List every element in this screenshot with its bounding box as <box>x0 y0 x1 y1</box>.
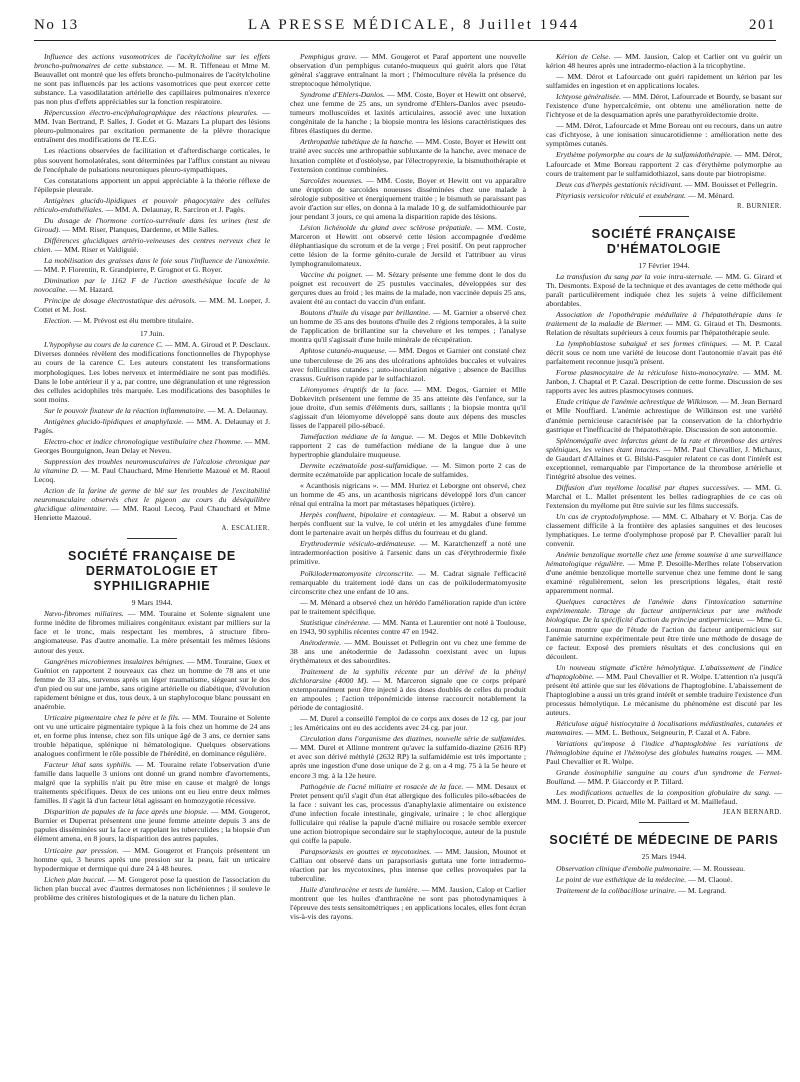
abstract: Poïkilodermatomyosite circonscrite. — M. Cadrat signale l'efficacité remarquable du traitement iodé dans un cas de poïkilodermatomyosite circonscrite chez une enfant de 10 ans. <box>290 568 526 596</box>
abstract: Huile d'anthracène et tests de lumière. — MM. Jausion, Calop et Carlier montrent que les huiles d'anthracène ne sont pas photodynamiques à l'épreuve des tests sensitométriques ; en applications locales, elles font écran vis-à-vis des rayons. <box>290 885 526 922</box>
abstract: Lichen plan buccal. — M. Gougerot pose la question de l'association du lichen plan buccal avec d'autres dermatoses non lichéniennes ; il souleve le problème des critères histologiques et de la nature du lichen plan. <box>34 874 270 902</box>
abstract: Traitement de la syphilis récente par un dérivé de la phényl dichlorarsine (4000 M). — M. Marceron signale que ce corps préparé extemporanément peut être injecté à des doses doublés de celles du produit en ampoules ; l'action tréponémicide intense raccourcit notablement la période de contagiosité. <box>290 667 526 713</box>
abstract: Un cas de cryptodolymphose. — MM. C. Albahary et V. Borja. Cas de classement difficile à la frontière des aplasies sanguines et des leucoses lymphatiques. Le terme d'oolymphose proposé par P. Chevallier paraît lui convenir. <box>546 511 782 549</box>
abstract: Parapsoriasis en gouttes et mycotoxines. — MM. Jausion, Mounot et Calliau ont observé dans un parapsoriasis guttata une forte intradermo-réaction par les mycotoxines, plus intense que celles provoquées par la tuberculine. <box>290 846 526 884</box>
abstract: Association de l'opothérapie médullaire à l'hépatothérapie dans le traitement de la maladie de Biermer. — MM. G. Giraud et Th. Desmonts. Relation de résultats supérieurs à ceux fournis par l'hépatothérapie seule. <box>546 309 782 338</box>
paragraph: Les réactions observées de facilitation et d'afterdischarge corticales, le plus souvent homolatérales, sont déterminées par l'afflux constant au niveau de l'encéphale de pulsations neuroniques pleuro-sympathiques. <box>34 146 270 174</box>
abstract: Le point de vue esthétique de la médecine. — M. Claoué. <box>556 874 733 884</box>
page-header <box>34 12 776 38</box>
abstract: Différences glucidiques artério-veineuses des centres nerveux chez le chien. — MM. Riser et Valdiguié. <box>34 235 270 254</box>
abstract: La mobilisation des graisses dans le foie sous l'influence de l'anoxémie. — MM. P. Florentin, R. Grandpierre, P. Grognot et G. Royer. <box>34 255 270 275</box>
abstract: La lymphoblastose subaiguë et ses formes cliniques. — M. P. Cazal décrit sous ce nom une variété de leucose dont l'autonomie n'avait pas été parfaitement reconnue jusqu'à présent. <box>546 339 782 367</box>
column-2 <box>290 52 526 1074</box>
abstract: La transfusion du sang par la voie intra-sternale. — MM. G. Girard et Th. Desmonts. Exposé de la technique et des avantages de cette méthode qui paraît particulièrement indiquée chez les sujets à veine difficilement abordables. <box>546 271 782 308</box>
abstract: Forme plasmocytaire de la réticulose histo-monocytaire. — MM. M. Janbon, J. Chaptal et P. Cazal. Description de cette forme. Discussion de ses rapports avec les autres plasmocytoses connues. <box>546 368 782 396</box>
abstract: Disparition de papules de la face après une biopsie. — MM. Gougerot, Burnier et Duperrat présentent une jeune femme atteinte depuis 3 ans de papules disséminées sur la face et rappelant les tuberculides ; la biopsie d'un élément amena, en 8 jours, la disparition des autres papules. <box>34 807 270 844</box>
abstract: Election. — M. Prévost est élu membre titulaire. <box>44 316 194 326</box>
abstract: Suppression des troubles neuromusculaires de l'alcalose chronique par la vitamine D. — M. Paul Chauchard, Mme Henriette Mazoué et M. Raoul Lecoq. <box>34 456 270 485</box>
abstract: Kérion de Celse. — MM. Jausion, Calop et Carlier ont vu guérir un kérion 48 heures après une intradermo-réaction à la tricophytine. <box>546 52 782 71</box>
abstract: Pemphigus grave. — MM. Gougerot et Paraf apportent une nouvelle observation d'un pemphigus cutanéo-muqueux qui guérit alors que l'état général s'aggrave entraînant la mort ; l'hémoculture révéla la présence du streptocoque hémolytique. <box>290 52 526 89</box>
abstract: Lésion lichénoïde du gland avec sclérose prépatiale. — MM. Coste, Marceron et Hewitt ont observé cette lésion accompagnée d'œdème éléphantiasique du scrotum et de la verge ; Frei positif. On peut rapprocher cette lésion de la forme génito-curale de Jersild et l'attribuer au virus lymphogranulomateux. <box>290 222 526 269</box>
abstract: Sarcoïdes noueuses. — MM. Coste, Boyer et Hewitt ont vu apparaître une éruption de sarcoïdes noueuses disséminées chez une malade à sérologie subpositive et énergiquement traitée ; le bismuth se paraissant pas avoir d'action sur elles, on donna à la malade 10 g. de sulfamidothiourée par jour pendant 3 jours, ce qui amena la disparition rapide des lésions. <box>290 175 526 221</box>
abstract: — MM. Dérot et Lafourcade ont guéri rapidement un kérion par les sulfamides en ingestion et en applications locales. <box>546 72 782 91</box>
signature: A. ESCALIER. <box>221 525 270 533</box>
abstract: Du dosage de l'hormone cortico-surrénale dans les urines (test de Giroud). — MM. Riser, Planques, Dardenne, et Mlle Salles. <box>34 215 270 234</box>
abstract: Erythème polymorphe au cours de la sulfamidothérapie. — MM. Dérot, Lafourcade et Mme Boreau rapportent 2 cas d'érythème polymorphe au cours de traitement par le sulfamidothiazol, sans doute par biotropisme. <box>546 150 782 178</box>
abstract: Deux cas d'herpès gestationis récidivant. — MM. Bouisset et Pellegrin. <box>556 179 778 189</box>
abstract: — M. Ménard a observé chez un hérédo l'amélioration rapide d'un ictère par le traitement spécifique. <box>290 597 526 616</box>
abstract: Etude critique de l'anémie achrestique de Wilkinson. — M. Jean Bernard et Mlle Nouffiard. L'anémie achrestique de Wilkinson est une variété d'anémie pernicieuse caractérisée par la conservation de la chlorhydrie gastrique et l'inefficacité de l'hépatothérapie. Discussion de son autonomie. <box>546 397 782 434</box>
abstract: Antigènes glucido-lipidiques et pouvoir phagocytaire des cellules réticulo-endothéliales. — MM. A. Delaunay, R. Sarciron et J. Pagès. <box>34 195 270 214</box>
abstract: Electro-choc et indice chronologique vestibulaire chez l'homme. — MM. Georges Bourguignon, Jean Delay et Neveu. <box>34 436 270 455</box>
abstract: Syndrome d'Ehlers-Danlos. — MM. Coste, Boyer et Hewitt ont observé, chez une femme de 25 ans, un syndrome d'Ehlers-Danlos avec pseudo-tumeurs molluscoïdes et laxités articulaires, associé avec une luxation congénitale de la hanche ; la biopsie montra les lésions caractéristiques des fibres élastiques du derme. <box>290 90 526 136</box>
column-3 <box>546 52 782 1074</box>
session-date: 25 Mars 1944. <box>641 852 687 862</box>
abstract: Principe de dosage électrostatique des aérosols. — MM. M. Loeper, J. Cottet et M. Jost. <box>34 296 270 315</box>
abstract: Urticaire pigmentaire chez le père et le fils. — MM. Touraine et Solente ont vu une urticaire pigmentaire typique à la fois chez un homme de 24 ans et, en forme plus intense, chez son fils unique âgé de 3 ans, ce dernier sans trouble hépatique, splénique ni hématologique. Quelques observations analogues confirment le rôle possible de l'hérédité, en dominance régulière. <box>34 712 270 759</box>
abstract: Pityriasis versicolor réticulé et exubérant. — M. Ménard. <box>556 190 735 200</box>
abstract: Ichtyose généralisée. — MM. Dérot, Lafourcade et Bourdy, se basant sur l'existence d'une hypercalcémie, ont obtenu une amélioration nette de l'ichtyose et de la desquamation après une parathyroïdectomie droite. <box>546 92 782 120</box>
abstract: Sur le pouvoir fixateur de la réaction inflammatoire. — M. A. Delaunay. <box>44 405 268 415</box>
abstract: Dermite eczématoïde post-sulfamidique. — M. Simon porte 2 cas de dermite eczématoïde par application locale de sulfamides. <box>290 461 526 480</box>
abstract: — M. Durel a conseillé l'emploi de ce corps aux doses de 12 cg. par jour ; les Américains ont eu des accidents avec 24 cg. par jour. <box>290 714 526 733</box>
abstract: Urticaire par pression. — MM. Gougerot et François présentent un homme qui, 3 heures après une pression sur la peau, fait un urticaire hypodermique et dermique qui dure 24 à 48 heures. <box>34 845 270 873</box>
abstract: Les modifications actuelles de la composition globulaire du sang. — MM. J. Bourret, D. Picard, Mlle M. Paillard et M. Maillefaud. <box>546 788 782 807</box>
abstract: Aphtose cutanéo-muqueuse. — MM. Degos et Garnier ont constaté chez une tuberculeuse de 26 ans des ulcérations aphtoïdes buccales et vulvaires avec folliculites cutanées ; auto-inoculation négative ; absence de Bacillus crassus. Guérison rapide par le sulfachiazol. <box>290 346 526 383</box>
abstract: Léiomyomes éruptifs de la face. — MM. Degos, Garnier et Mlle Dobkevitch présentent une femme de 35 ans atteinte dès l'enfance, sur la joue droite, d'un semis d'éléments durs, saillants ; la biopsie montra qu'il s'agissait d'un léiomyome développé sans doute aux dépens des muscles lisses de l'appareil pilo-sébacé. <box>290 384 526 430</box>
abstract: Nævo-fibromes miliaires. — MM. Touraine et Solente signalent une forme inédite de fibromes miliaires congénitaux existant par milliers sur la face et le tronc, mais respectant les membres, à structure fibro-angiomateuse. Pas d'autre anomalie. La mère présentait les mêmes lésions autour des yeux. <box>34 609 270 655</box>
abstract: Tuméfaction médiane de la langue. — M. Degos et Mlle Dobkevitch rapportent 2 cas de tuméfaction médiane de la langue due à une hypertrophie glandulaire muqueuse. <box>290 431 526 459</box>
column-1 <box>34 52 270 1074</box>
abstract: Influence des actions vasomotrices de l'acétylcholine sur les effets broncho-pulmonaires de cette substance. — M. R. Tiffeneau et Mme M. Beauvallet ont montré que les effets broncho-pulmonaires de l'acétylcholine ne sont pas influencés par les actions vasomotrices que peut exercer cette substance. La vasodilatation artérielle des capillaires pulmonaires n'exerce pas non plus d'effets appréciables sur la fonction respiratoire. <box>34 52 270 107</box>
abstract: Pathogénie de l'acné miliaire et rosacée de la face. — MM. Desaux et Pretet pensent qu'il s'agit d'un état allergique des follicules pilo-sébacées de la face : suivant les cas, processus d'anaphylaxie alimentaire ou existence d'une infection focale intestinale, gingivale, urinaire ; le choc allergique folliculaire qui réalise la papule d'acné miliaire ou rosacée semble exercer une action biotropique secondaire sur le staphylocoque, auteur de la pustule qui coiffe la papule. <box>290 781 526 845</box>
section-heading: SOCIÉTÉ FRANÇAISE DE DERMATOLOGIE ET SYPHILIGRAPHIE <box>67 549 237 594</box>
abstract: Arthropathie tabétique de la hanche. — MM. Coste, Boyer et Hewitt ont traité avec succès une arthropathie subluxante de la hanche, avec menace de luxation complète et d'ostéolyse, par l'électropyrexie, la bismuthothérapie et l'extension continue combinées. <box>290 137 526 174</box>
abstract: Antigènes glucido-lipidiques et anaphylaxie. — MM. A. Delaunay et J. Pagès. <box>34 416 270 435</box>
signature: R. BURNIER. <box>737 202 782 210</box>
abstract: Gangrènes microbiennes insulaires bénignes. — MM. Touraine, Guex et Guéniot en rapportent 2 nouveaux cas chez un homme de 78 ans et une femme de 33 ans, survenus après un léger traumatisme, siégeant sur le dos d'un pied ou sur une jambe, sans origine artérielle ou diabétique, d'évolution rapidement bénigne et dus, tous deux, à un staphylocoque blanc poussant en anaérobie. <box>34 656 270 711</box>
abstract: « Acanthosis nigricans ». — MM. Huriez et Leborgne ont observé, chez un homme de 45 ans, un acanthosis nigricans développé lors d'un cancer rénal qui entraîna la mort par métastases hépatiques (ictère). <box>290 481 526 509</box>
abstract: Herpès confluent, bipolaire et contagieux. — M. Rabut a observé un herpès confluent sur la vulve, le col utérin et les amygdales d'une femme dont le partenaire avait un herpès diffus du fourreau et du gland. <box>290 510 526 538</box>
separator <box>639 216 689 217</box>
abstract: Diffusion d'un myélome localisé par étapes successives. — MM. G. Marchal et L. Mallet présentent les belles radiographies de ce cas où l'extension du myélome put être suivie sur les films successifs. <box>546 482 782 510</box>
abstract: Un nouveau stigmate d'ictère hémolytique. L'abaissement de l'indice d'haptoglobine. — MM. Paul Chevallier et R. Wolpe. L'attention n'a jusqu'à présent été attirée que sur les élévations de l'haptoglobine. L'abaissement de l'haptoglobine a aussi un très grand intérêt et semble traduire l'existence d'un processus hémolytique. Le mécanisme du phénomène est discuté par les auteurs. <box>546 662 782 717</box>
abstract: Boutons d'huile du visage par brillantine. — M. Garnier a observé chez un homme de 35 ans des boutons d'huile des 2 régions temporales, à la suite de l'application de brillantine sur la chevelure et les tempes ; l'analyse montra qu'il s'agissait d'une huile minérale de récupération. <box>290 308 526 345</box>
publication-title: LA PRESSE MÉDICALE, 8 Juillet 1944 <box>247 16 580 33</box>
session-date: 17 Février 1944. <box>638 260 690 270</box>
abstract: Traitement de la colibacillose urinaire. — M. Legrand. <box>556 885 727 895</box>
page-number-left: No 13 <box>34 16 79 33</box>
abstract: Circulation dans l'organisme des diazines, nouvelle série de sulfamides. — MM. Durel et Allinne montrent qu'avec la sulfamido-diazine (2616 RP) et avec son dérivé méthylé (2632 RP) la sulfamidémie est très importante ; après une ingestion d'une dose unique de 2 g. on a 4 mg. 75 à la 5e heure et encore 3 mg. à la 12e heure. <box>290 734 526 780</box>
abstract: Anémie benzolique mortelle chez une femme soumise à une surveillance hématologique régulière. — Mme P. Desoille-Merlhes relate l'observation d'une anémie benzolique mortelle survenue chez une femme dont le sang examiné régulièrement, selon les prescriptions légales, était resté apparemment normal. <box>546 550 782 596</box>
abstract: — MM. Dérot, Lafourcade et Mme Boreau ont eu recours, dans un autre cas d'ichtyose, à une ionisation sinucarotidienne : amélioration nette des symptômes cutanés. <box>546 121 782 149</box>
abstract: Splénomégalie avec infarctus géant de la rate et thrombose des artères spléniques, les veines étant intactes. — MM. Paul Chevallier, J. Michaux, de Gaudart d'Allaines et G. Bilski-Pasquier relatent ce cas dont l'intérêt est exceptionnel, remarquable par l'importance de la thrombose artérielle et l'intégrité absolue des veines. <box>546 435 782 481</box>
separator <box>127 538 177 539</box>
abstract: Vaccine du poignet. — M. Sézary présente une femme dont le dos du poignet est recouvert de 25 pustules vaccinales, développées sur des gerçures dues au froid ; les mains de la malade, non vaccinée depuis 25 ans, avaient été au contact du vaccin d'un enfant. <box>290 270 526 307</box>
abstract: Facteur létal sans syphilis. — M. Touraine relate l'observation d'une famille dans laquelle 3 unions ont donné un grand nombre d'avortements, malgré que la syphilis n'ait pu être mise en cause et malgré de longs traitements spécifiques. Deux de ces unions ont eu lieu entre deux mêmes familles. Il s'agit là d'un facteur létal agissant en homozygotie récessive. <box>34 760 270 806</box>
section-heading: SOCIÉTÉ DE MÉDECINE DE PARIS <box>549 833 779 848</box>
abstract: Diminution par le 1162 F de l'action anesthésique locale de la novocaïne. — M. Hazard. <box>34 276 270 295</box>
abstract: Statistique cinéréenne. — MM. Nanta et Laurentier ont noté à Toulouse, en 1943, 90 syphilis récentes contre 47 en 1942. <box>290 617 526 636</box>
abstract: Répercussion électro-encéphalographique des réactions pleurales. — MM. Ivan Bertrand, P. Salles, J. Godet et G. Mazars La plupart des lésions pleuro-pulmonaires par excitation permanente de la plèvre thoracique entraînent des modifications de l'E.E.G. <box>34 108 270 145</box>
abstract: Variations qu'impose à l'indice d'haptoglobine les variations de l'hémoglobine équine et l'hémolyse des globules humains rouges. — MM. Paul Chevallier et R. Wolpe. <box>546 739 782 767</box>
abstract: Action de la farine de germe de blé sur les troubles de l'excitabilité neuromusculaire observés chez le pigeon au cours du déséquilibre glucidique alimentaire. — MM. Raoul Lecoq, Paul Chauchard et Mme Henriette Mazoué. <box>34 486 270 523</box>
page-number-right: 201 <box>749 16 776 33</box>
session-date: 17 Juin. <box>139 329 165 339</box>
abstract: Erythrodermie vésiculo-œdémateuse. — M. Karatchenzeff a noté une intradermoréaction positive à l'arsenic dans un cas d'érythrodermie fixée primitive. <box>290 539 526 567</box>
header-rule <box>34 40 776 41</box>
signature: JEAN BERNARD. <box>723 809 782 817</box>
abstract: Réticulose aiguë histiocytaire à localisations médiastinales, cutanées et mammaires. — MM. L. Bethoux, Seigneurin, P. Cazal et A. Fabre. <box>546 719 782 738</box>
separator <box>639 822 689 823</box>
session-date: 9 Mars 1944. <box>131 598 173 608</box>
abstract: Grande éosinophilie sanguine au cours d'un syndrome de Fernet-Boulland. — MM. P. Giaccordy et P. Tillard. <box>546 768 782 787</box>
abstract: Quelques caractères de l'anémie dans l'intoxication saturnine expérimentale. Titrage du facteur antipernicieux par une méthode biologique. De la spécificité d'action du principe antipernicieux. — Mme G. Loureau montre que de l'étude de l'action du facteur antipernicieux sur l'anémie saturnine expérimentale peut être tirée une méthode de dosage de ce facteur. Exposé des premiers résultats et des conclusions qui en découlent. <box>546 597 782 661</box>
abstract: L'hypophyse au cours de la carence C. — MM. A. Giroud et P. Desclaux. Diverses données révèlent des modifications fonctionnelles de l'hypophyse au cours de la carence C. Les auteurs constatent les transformations morphologiques. Les lobes nerveux et intermédiaire ne sont pas modifiés. Dans le lobe antérieur il y a, par contre, une dégranulation et une régression des cellules acidophiles très marquée. Les modifications des basophiles le sont moins. <box>34 340 270 404</box>
paragraph: Ces constatations apportent un appui appréciable à la théorie réflexe de l'épilepsie pleurale. <box>34 175 270 194</box>
section-heading: SOCIÉTÉ FRANÇAISE D'HÉMATOLOGIE <box>591 226 737 256</box>
abstract: Observation clinique d'embolie pulmonaire. — M. Rousseau. <box>556 863 746 873</box>
abstract: Anétodermie. — MM. Bouisset et Pellegrin ont vu chez une femme de 38 ans une anétodermie de Jadassohn coexistant avec un lupus érythémateux et des sabourdites. <box>290 637 526 665</box>
